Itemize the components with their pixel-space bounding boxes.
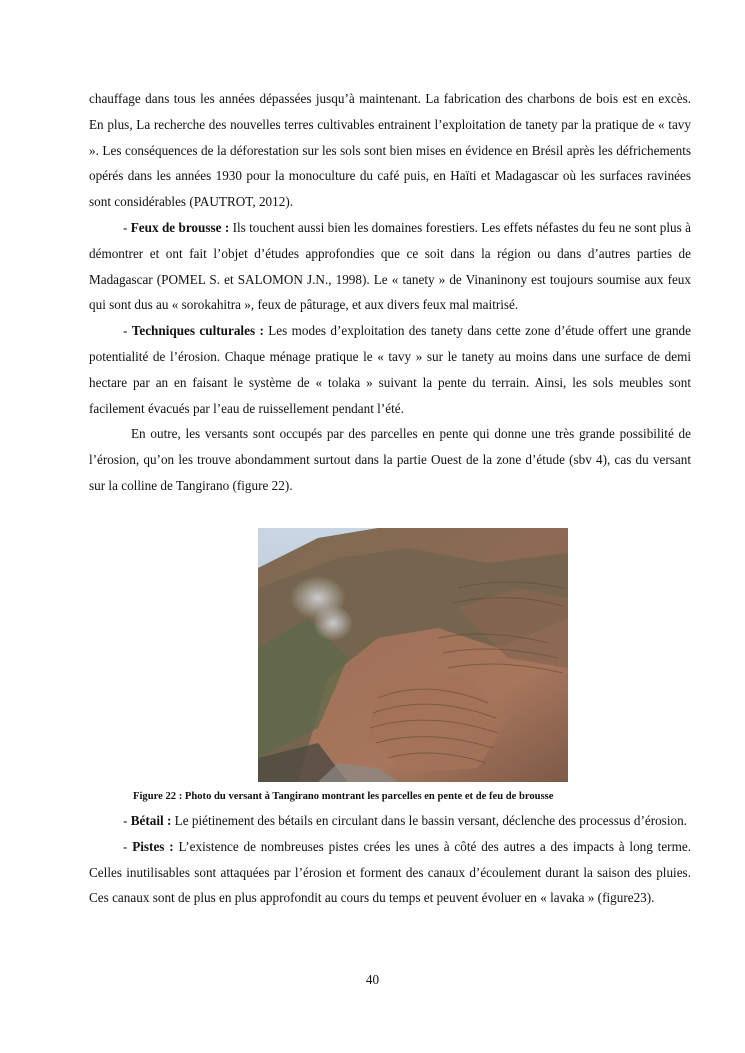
paragraph-feux-de-brousse [89,215,691,318]
paragraph-techniques-culturales [89,318,691,421]
hillside-photo-image [258,528,568,782]
paragraph-text: Les modes d’exploitation des tanety dans cette zone d’étude offert une grande potentialité de l’érosion. Chaque ménage pratique le « tavy » sur le tanety au moins dans une surface de demi hectare par an en faisant le système de « tolaka » suivant la pente du terrain. Ainsi, les sols meubles sont facilement évacués par l’eau de ruissellement pendant l’été. [89,323,692,416]
figure-22-photo [258,528,568,782]
paragraph-text: chauffage dans tous les années dépassées jusqu’à maintenant. La fabrication des charbons de bois est en excès. En plus, La recherche des nouvelles terres cultivables entrainent l’exploitation de tanety par la pratique de « tavy ». Les conséquences de la déforestation sur les sols sont bien mises en évidence en Brésil après les défrichements opérés dans les années 1930 pour la monoculture du café puis, en Haïti et Madagascar où les surfaces ravinées sont considérables (PAUTROT, 2012). [89,91,691,210]
paragraph-text: Ils touchent aussi bien les domaines forestiers. Les effets néfastes du feu ne sont plus à démontrer et ont fait l’objet d’études approfondies que ce soit dans la région ou dans d’autres parties de Madagascar (POMEL S. et SALOMON J.N., 1998). Le « tanety » de Vinaninony est toujours soumise aux feux qui sont dus au « sorokahitra », feux de pâturage, et aux divers feux mal maitrisé. [89,219,691,313]
paragraph-text: En outre, les versants sont occupés par des parcelles en pente qui donne une très grande possibilité de l’érosion, qu’on les trouve abondamment surtout dans la partie Ouest de la zone d’étude (sbv 4), cas du versant sur la colline de Tangirano (figure 22). [89,426,691,493]
paragraph-text: L’existence de nombreuses pistes crées les unes à côté des autres a des impacts à long terme. Celles inutilisables sont attaquées par l’érosion et forment des canaux d’écoulement durant la saison des pluies. Ces canaux sont de plus en plus approfondit au cours du temps et peuvent évoluer en « lavaka » (figure23). [89,838,691,906]
paragraph-pistes [89,834,691,911]
bullet-dash: - [123,813,131,828]
paragraph-heading: Techniques culturales : [131,323,264,339]
bullet-dash: - [123,838,133,854]
page-body-bottom [89,808,691,911]
bullet-dash: - [123,323,132,339]
bullet-dash: - [123,219,131,235]
paragraph-betail [89,808,691,834]
paragraph-heading: Pistes : [132,838,174,854]
paragraph-en-outre [89,421,691,498]
paragraph-heading: Bétail : [130,813,172,828]
paragraph-heading: Feux de brousse : [130,219,230,235]
page-number: 40 [365,972,380,987]
page-body-top [89,86,691,499]
figure-caption: Figure 22 : Photo du versant à Tangirano montrant les parcelles en pente et de feu de brousse [133,791,554,802]
paragraph-text: Le piétinement des bétails en circulant dans le bassin versant, déclenche des processus d’érosion. [171,813,687,828]
paragraph-deforestation [89,86,691,215]
